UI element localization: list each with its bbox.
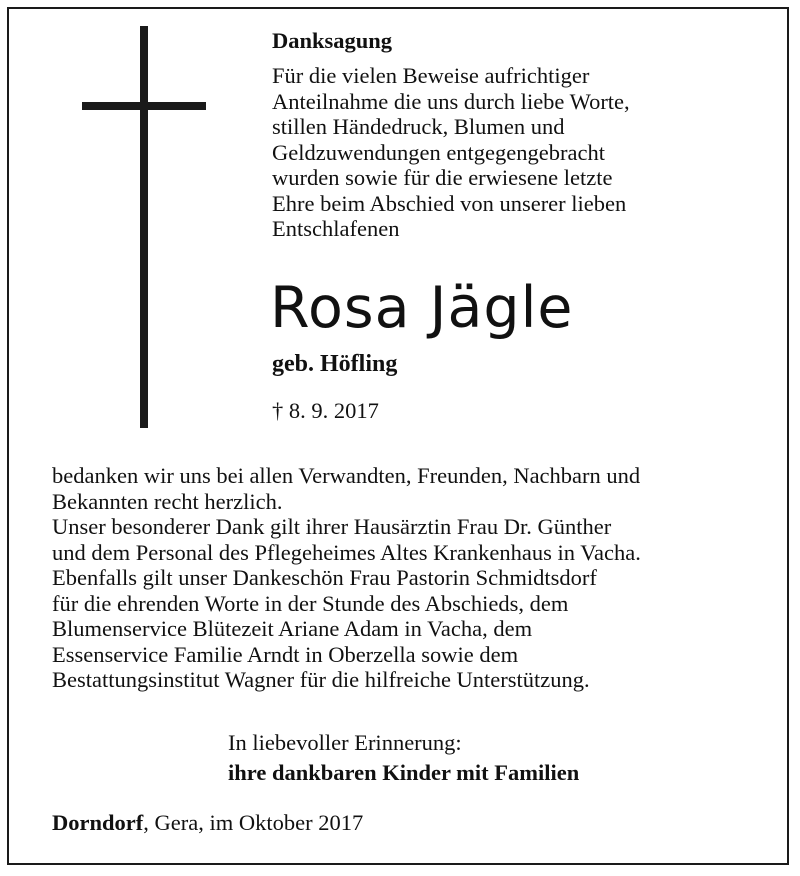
intro-line: stillen Händedruck, Blumen und <box>272 114 565 139</box>
intro-text <box>272 63 630 242</box>
body-line: für die ehrenden Worte in der Stunde des Abschieds, dem <box>52 590 569 616</box>
place-date-line <box>52 810 363 836</box>
body-line: Blumenservice Blütezeit Ariane Adam in Vacha, dem <box>52 616 533 641</box>
body-line: Unser besonderer Dank gilt ihrer Hausärztin Frau Dr. Günther <box>52 514 612 539</box>
body-text <box>52 463 641 693</box>
intro-line: Geldzuwendungen entgegengebracht <box>272 139 605 165</box>
closing-line: In liebevoller Erinnerung: <box>228 730 462 755</box>
intro-line: wurden sowie für die erwiesene letzte <box>272 165 613 190</box>
maiden-name: geb. Höfling <box>272 351 398 377</box>
intro-line: Anteilnahme die uns durch liebe Worte, <box>272 88 630 114</box>
intro-line: Für die vielen Beweise aufrichtiger <box>272 63 590 88</box>
place-name: Dorndorf <box>52 810 144 835</box>
body-line: und dem Personal des Pflegeheimes Altes Krankenhaus in Vacha. <box>52 539 641 565</box>
place-date: , Gera, im Oktober 2017 <box>143 810 364 835</box>
deceased-name: Rosa Jägle <box>270 275 574 341</box>
cross-icon <box>140 26 148 428</box>
body-line: Essenservice Familie Arndt in Oberzella sowie dem <box>52 641 519 667</box>
intro-line: Ehre beim Abschied von unserer lieben <box>272 190 627 216</box>
body-line: Bestattungsinstitut Wagner für die hilfreiche Unterstützung. <box>52 667 590 692</box>
body-line: Ebenfalls gilt unser Dankeschön Frau Pastorin Schmidtsdorf <box>52 565 597 590</box>
signature-line: ihre dankbaren Kinder mit Familien <box>228 760 580 785</box>
intro-line: Entschlafenen <box>272 216 400 241</box>
heading: Danksagung <box>272 28 393 53</box>
body-line: Bekannten recht herzlich. <box>52 488 283 514</box>
death-date: † 8. 9. 2017 <box>272 398 379 423</box>
body-line: bedanken wir uns bei allen Verwandten, Freunden, Nachbarn und <box>52 463 641 488</box>
cross-icon-bar <box>82 102 206 110</box>
